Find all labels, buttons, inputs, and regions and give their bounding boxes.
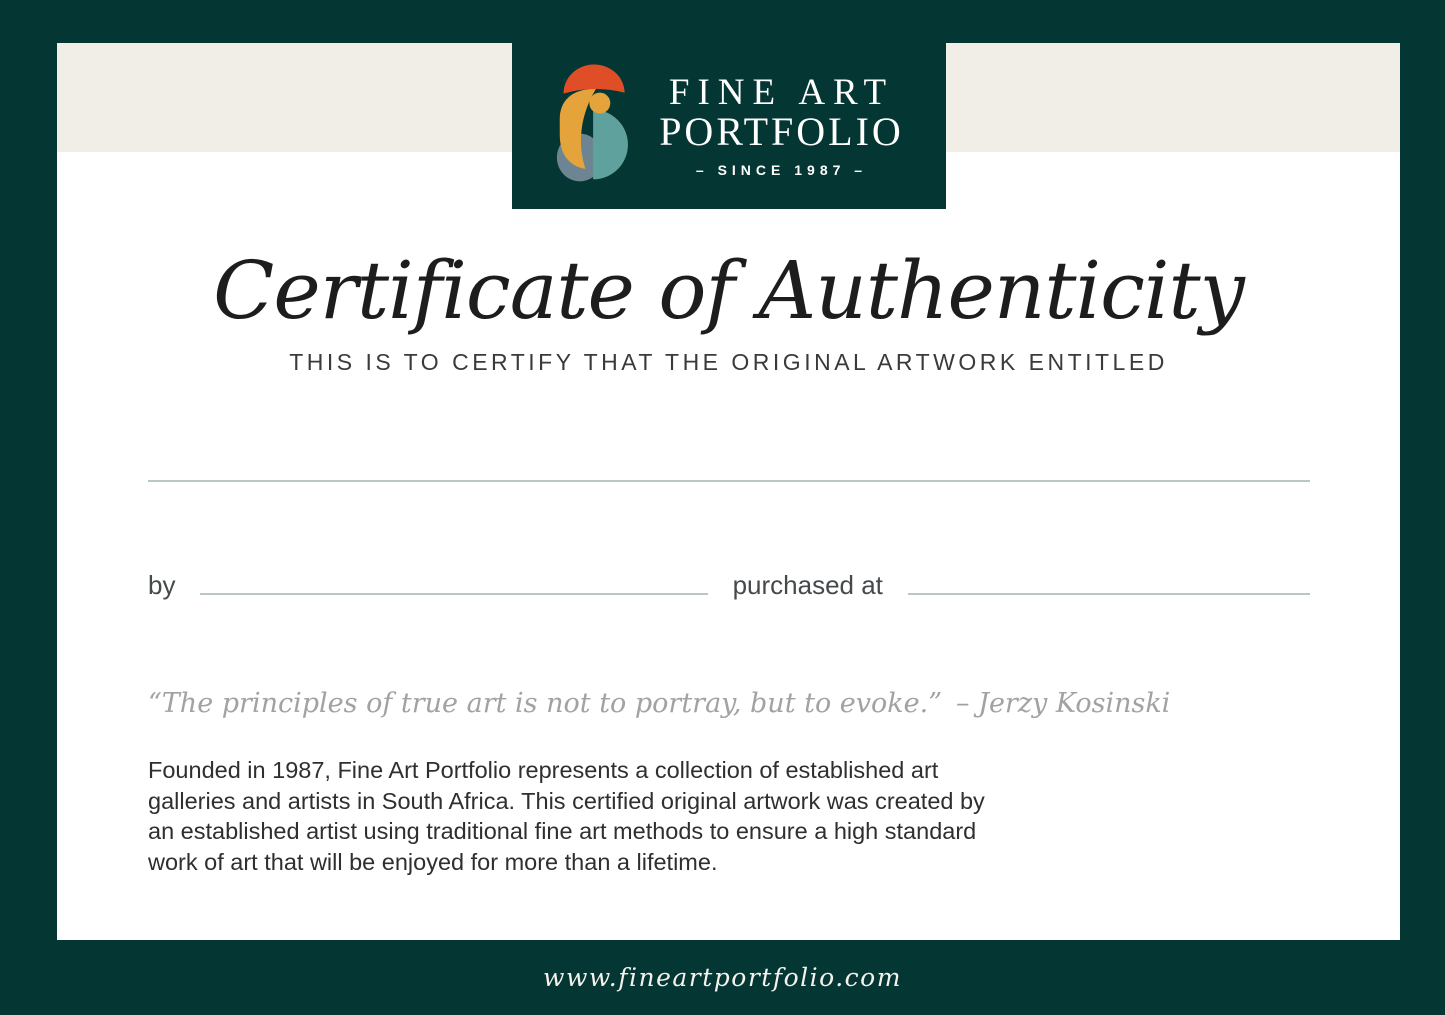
purchase-location-field[interactable] <box>908 593 1310 595</box>
quote-text: “The principles of true art is not to portray, but to evoke.” <box>148 688 943 719</box>
brand-tagline: – SINCE 1987 – <box>695 162 868 178</box>
website-link[interactable]: www.fineartportfolio.com <box>543 963 902 992</box>
buyer-name-field[interactable] <box>200 593 707 595</box>
certificate-title: Certificate of Authenticity <box>213 244 1244 337</box>
certificate-card <box>57 43 1400 940</box>
certificate-subtitle: THIS IS TO CERTIFY THAT THE ORIGINAL ARTWORK ENTITLED <box>289 349 1168 375</box>
quote-block <box>148 688 1310 719</box>
brand-name-line2: PORTFOLIO <box>659 109 904 154</box>
footer-band <box>0 940 1445 1015</box>
quote-attribution: – Jerzy Kosinski <box>956 688 1171 719</box>
brand-name-line1: FINE ART <box>668 72 895 113</box>
by-label: by <box>148 570 176 600</box>
purchase-info-row <box>148 566 1310 602</box>
brand-wordmark <box>659 74 904 178</box>
fine-art-portfolio-logo-icon <box>553 64 639 188</box>
brand-logo-box <box>512 43 946 209</box>
description-paragraph: Founded in 1987, Fine Art Portfolio represents a collection of established art galleries and artists in South Africa. This certified original artwork was created by an established artist using traditional fine art methods to ensure a high standard work of art that will be enjoyed for more than a lifetime. <box>148 757 985 875</box>
artwork-title-field[interactable] <box>148 480 1310 482</box>
purchased-at-label: purchased at <box>732 570 883 600</box>
